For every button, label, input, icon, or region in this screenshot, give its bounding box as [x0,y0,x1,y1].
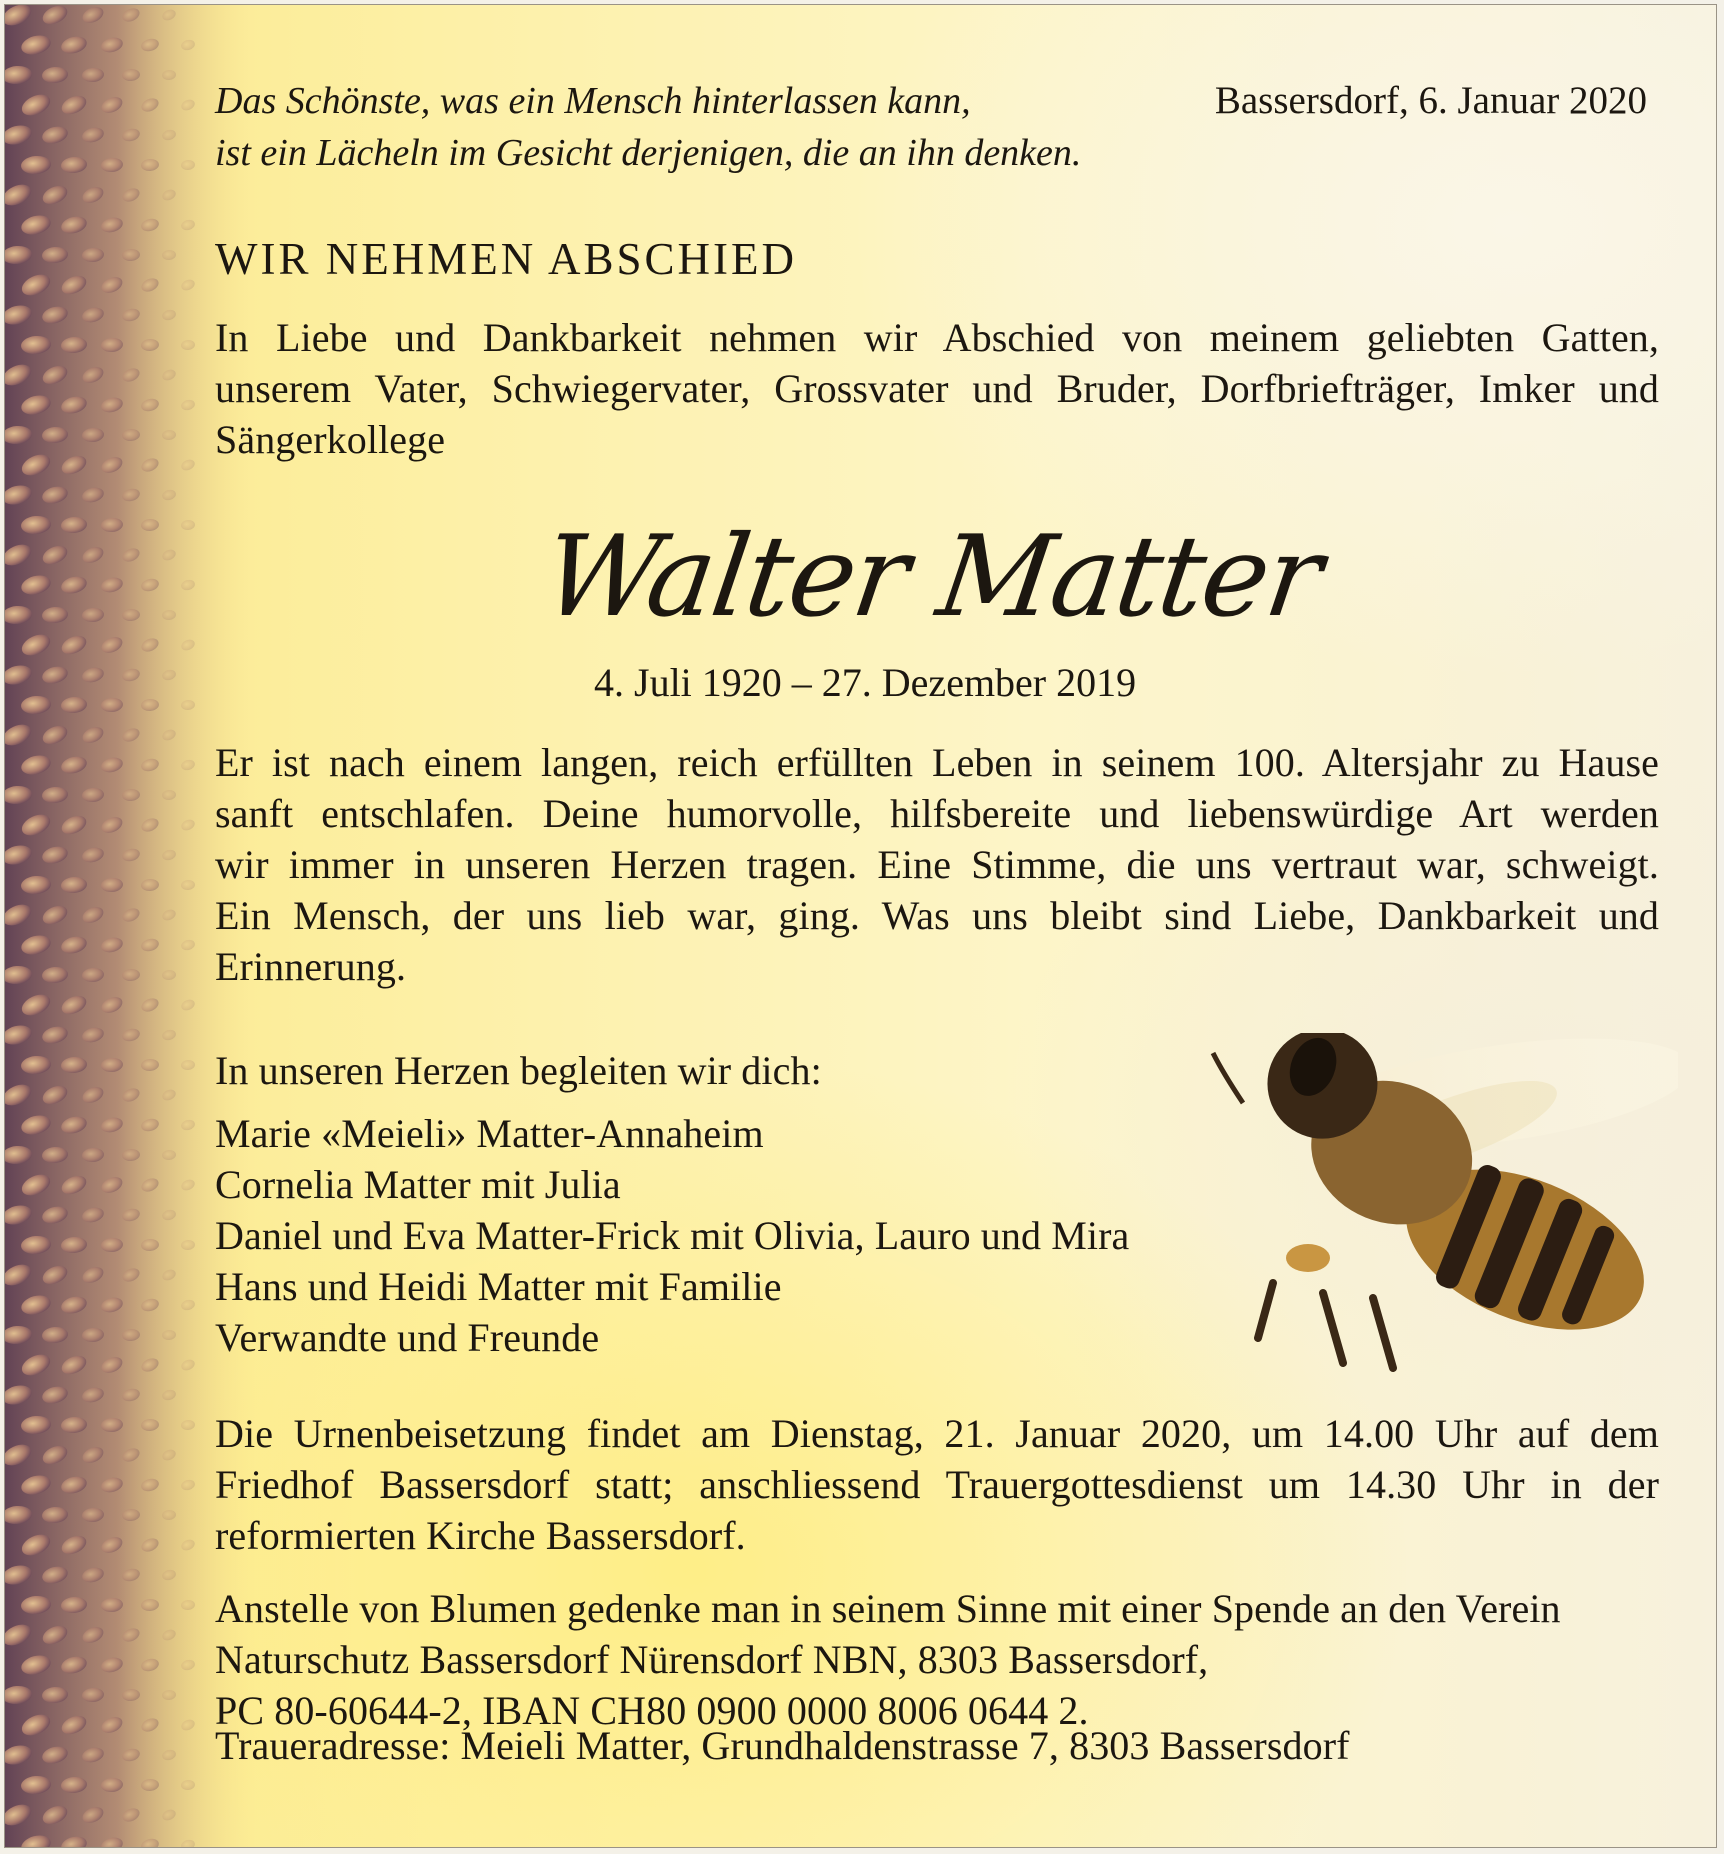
mourner-entry: Cornelia Matter mit Julia [215,1162,621,1207]
deceased-name: Walter Matter [535,512,1328,642]
life-dates: 4. Juli 1920 – 27. Dezember 2019 [594,660,1137,705]
intro-line: In Liebe und Dankbarkeit nehmen wir Abschied von meinem geliebten Gatten, [215,315,1659,360]
quote-line-1: Das Schönste, was ein Mensch hinterlassen kann, [215,80,971,122]
place-date: Bassersdorf, 6. Januar 2020 [1214,79,1647,122]
mourning-address: Traueradresse: Meieli Matter, Grundhaldenstrasse 7, 8303 Bassersdorf [215,1723,1350,1768]
quote-line-2: ist ein Lächeln im Gesicht derjenigen, die an ihn denken. [215,132,1082,174]
intro-paragraph [215,312,1659,465]
bee-image [1203,1033,1678,1378]
paragraph-line: sanft entschlafen. Deine humorvolle, hilfsbereite und liebenswürdige Art werden [215,791,1659,836]
heading: WIR NEHMEN ABSCHIED [215,234,797,284]
paragraph-line: Ein Mensch, der uns lieb war, ging. Was uns bleibt sind Liebe, Dankbarkeit und [215,893,1659,938]
burial-line: Die Urnenbeisetzung findet am Dienstag, 21. Januar 2020, um 14.00 Uhr auf dem [215,1411,1659,1456]
epigraph-quote [215,75,1081,179]
burial-line: reformierten Kirche Bassersdorf. [215,1513,746,1558]
paragraph-line: wir immer in unseren Herzen tragen. Eine Stimme, die uns vertraut war, schweigt. [215,842,1659,887]
mourner-entry: Marie «Meieli» Matter-Annaheim [215,1111,764,1156]
intro-line: unserem Vater, Schwiegervater, Grossvater und Bruder, Dorfbriefträger, Imker und [215,366,1659,411]
intro-line: Sängerkollege [215,417,446,462]
mourners-heading: In unseren Herzen begleiten wir dich: [215,1048,822,1093]
donation-line: PC 80-60644-2, IBAN CH80 0900 0000 8006 0644 2. [215,1688,1089,1733]
paragraph-line: Erinnerung. [215,944,407,989]
mourner-entry: Daniel und Eva Matter-Frick mit Olivia, Lauro und Mira [215,1213,1130,1258]
donation-notice [215,1583,1659,1736]
mourners-list [215,1108,1129,1363]
mourner-entry: Hans und Heidi Matter mit Familie [215,1264,782,1309]
donation-line: Naturschutz Bassersdorf Nürensdorf NBN, 8303 Bassersdorf, [215,1637,1209,1682]
paragraph-line: Er ist nach einem langen, reich erfüllten Leben in seinem 100. Altersjahr zu Hause [215,740,1659,785]
memorial-paragraph [215,737,1659,992]
donation-line: Anstelle von Blumen gedenke man in seinem Sinne mit einer Spende an den Verein [215,1586,1561,1631]
burial-line: Friedhof Bassersdorf statt; anschliessend Trauergottesdienst um 14.30 Uhr in der [215,1462,1659,1507]
mourner-entry: Verwandte und Freunde [215,1315,600,1360]
obituary-card [4,4,1717,1848]
burial-notice [215,1408,1659,1561]
